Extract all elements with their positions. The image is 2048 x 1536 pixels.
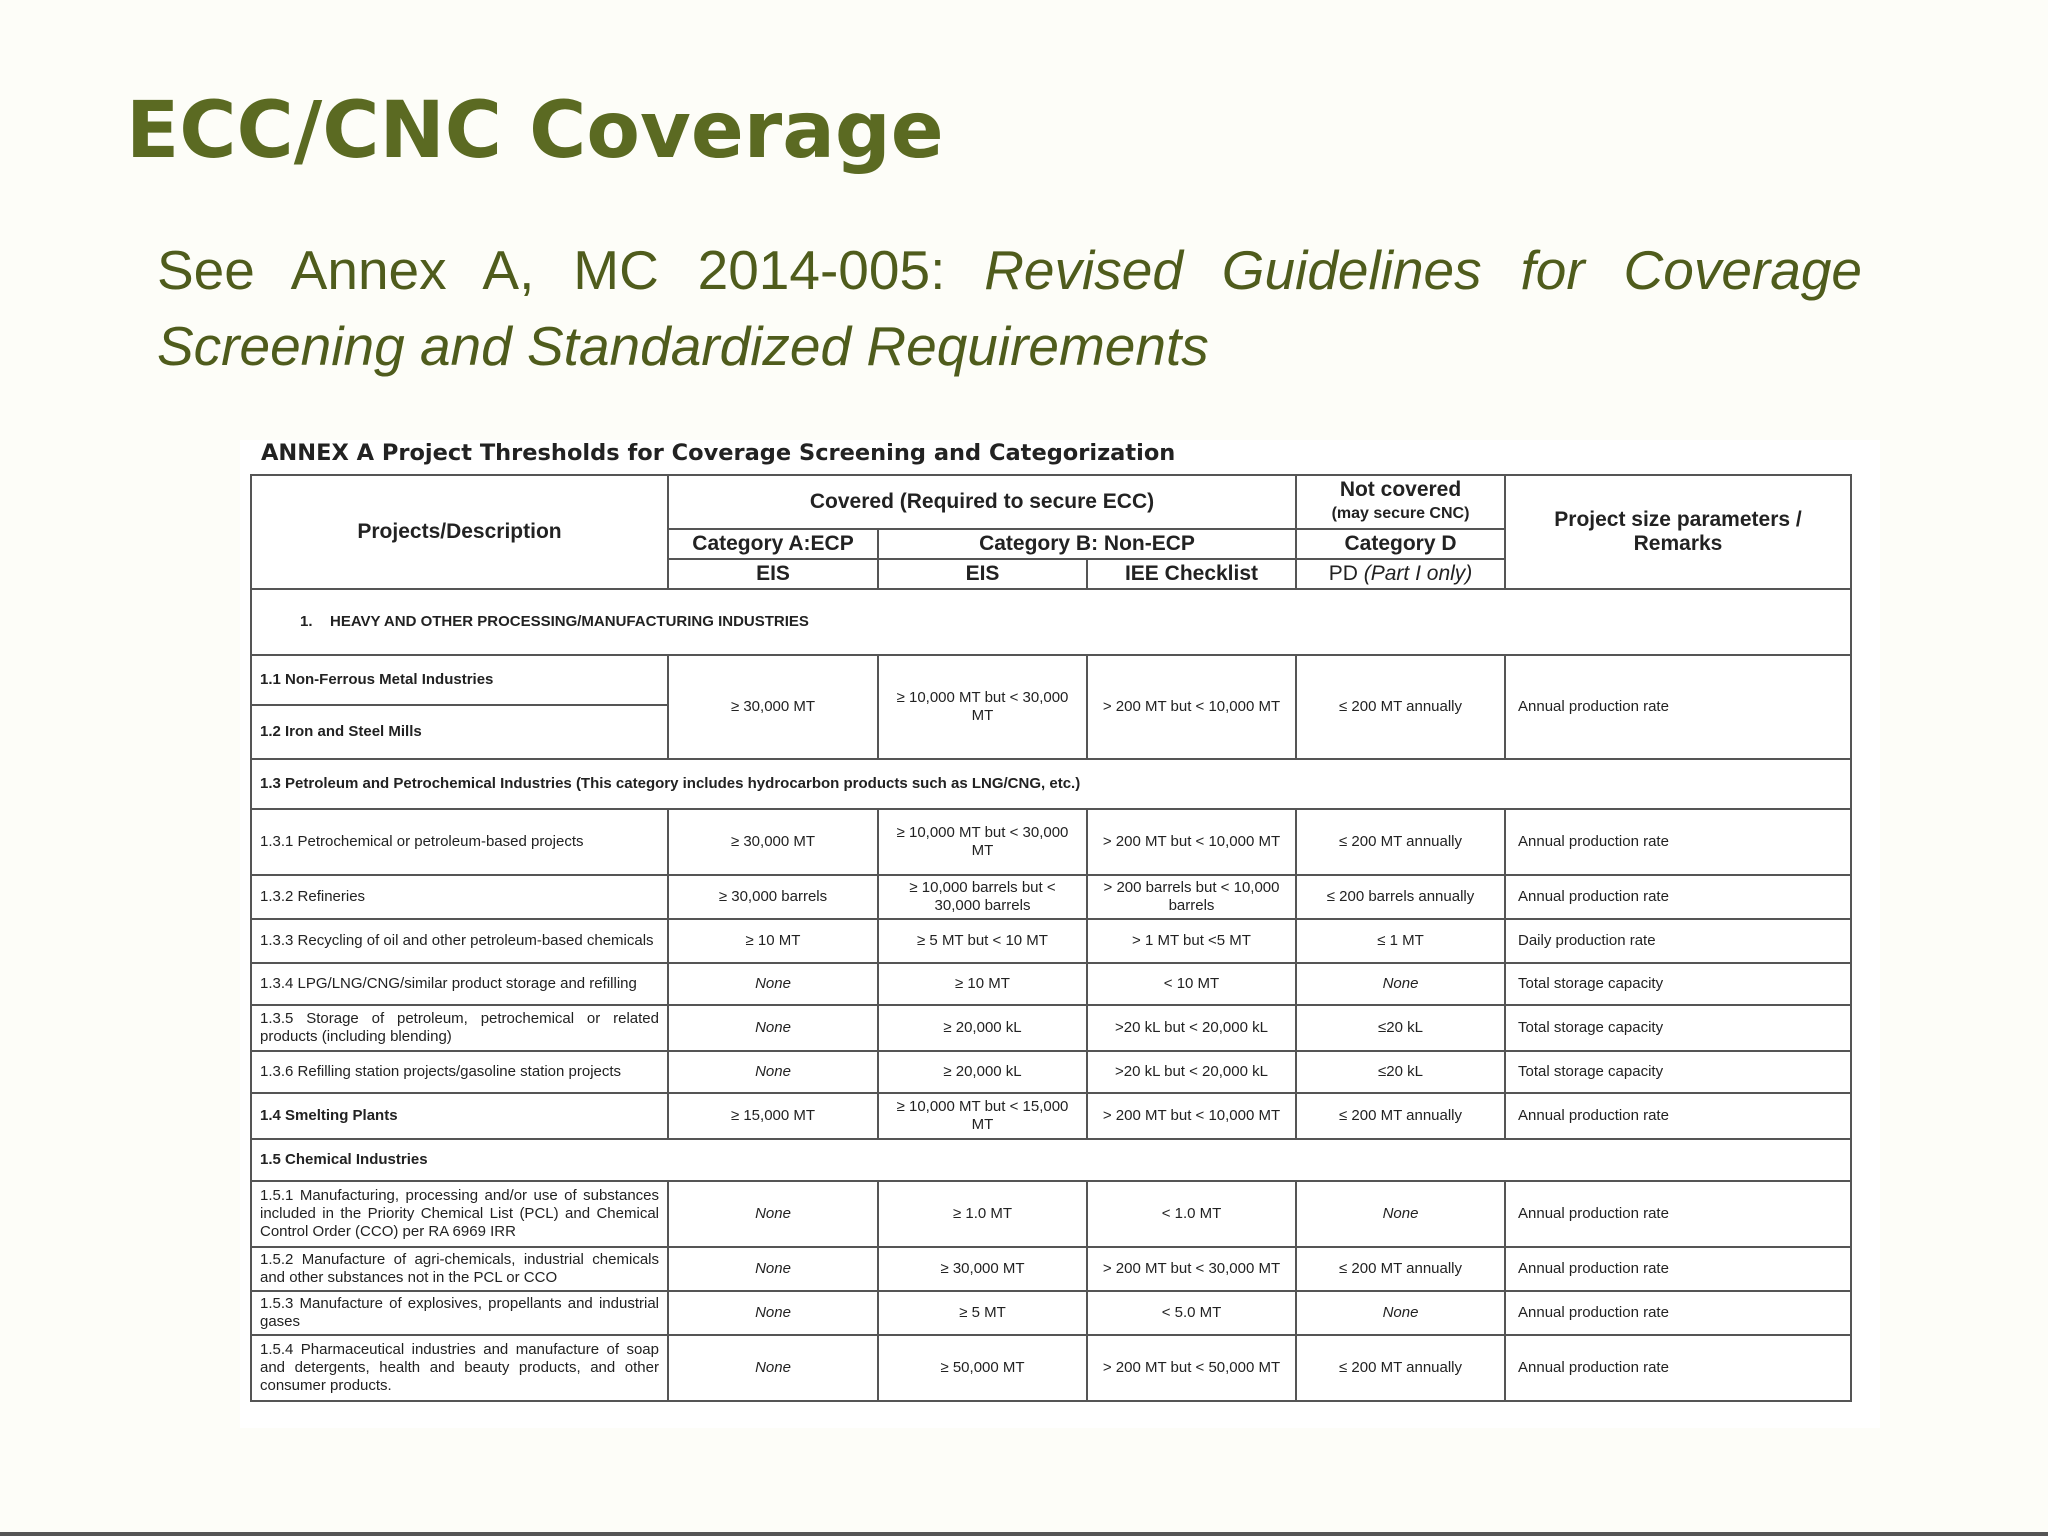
- cell-category-d: ≤ 200 MT annually: [1296, 1335, 1505, 1401]
- cell-remarks: Annual production rate: [1505, 1247, 1851, 1291]
- cell-category-a: ≥ 30,000 MT: [668, 809, 878, 875]
- cell-remarks: Annual production rate: [1505, 1291, 1851, 1335]
- cell-category-a: ≥ 15,000 MT: [668, 1093, 878, 1139]
- table-row: [251, 1093, 1851, 1139]
- row-description: 1.3.4 LPG/LNG/CNG/similar product storage and refilling: [251, 963, 668, 1005]
- cell-category-a: None: [668, 1335, 878, 1401]
- header-iee-checklist: IEE Checklist: [1087, 559, 1296, 589]
- cell-iee: < 5.0 MT: [1087, 1291, 1296, 1335]
- cell-category-d: ≤20 kL: [1296, 1005, 1505, 1051]
- subtitle-reference: See Annex A, MC 2014-005:: [157, 239, 985, 301]
- row-description: 1.3.1 Petrochemical or petroleum-based projects: [251, 809, 668, 875]
- cell-eis: ≥ 5 MT but < 10 MT: [878, 919, 1087, 963]
- cell-category-a: None: [668, 1005, 878, 1051]
- cell-iee: > 200 MT but < 30,000 MT: [1087, 1247, 1296, 1291]
- row-description: 1.3.3 Recycling of oil and other petroleum-based chemicals: [251, 919, 668, 963]
- row-description: 1.3.6 Refilling station projects/gasoline station projects: [251, 1051, 668, 1093]
- annex-title: ANNEX A Project Thresholds for Coverage Screening and Categorization: [261, 440, 1176, 466]
- cell-iee: >20 kL but < 20,000 kL: [1087, 1005, 1296, 1051]
- cell-eis: ≥ 20,000 kL: [878, 1051, 1087, 1093]
- cell-iee: >20 kL but < 20,000 kL: [1087, 1051, 1296, 1093]
- cell-iee: > 200 MT but < 10,000 MT: [1087, 809, 1296, 875]
- cell-remarks: Annual production rate: [1505, 1181, 1851, 1247]
- row-description: 1.3.2 Refineries: [251, 875, 668, 919]
- header-category-b: Category B: Non-ECP: [878, 529, 1296, 559]
- cell-category-d: ≤20 kL: [1296, 1051, 1505, 1093]
- table-row: [251, 1005, 1851, 1051]
- cell-remarks: Annual production rate: [1505, 1335, 1851, 1401]
- cell-iee: > 200 MT but < 50,000 MT: [1087, 1335, 1296, 1401]
- row-description: 1.4 Smelting Plants: [251, 1093, 668, 1139]
- section-row: [251, 589, 1851, 655]
- cell-eis: ≥ 10,000 barrels but < 30,000 barrels: [878, 875, 1087, 919]
- cell-eis: ≥ 10,000 MT but < 30,000 MT: [878, 809, 1087, 875]
- table-row: [251, 963, 1851, 1005]
- header-category-a: Category A:ECP: [668, 529, 878, 559]
- table-row: [251, 809, 1851, 875]
- section-heading: [251, 589, 1851, 655]
- slide-bottom-divider: [0, 1532, 2048, 1536]
- cell-category-a: ≥ 30,000 MT: [668, 655, 878, 759]
- slide-title: ECC/CNC Coverage: [126, 86, 944, 176]
- cell-category-a: None: [668, 1181, 878, 1247]
- cell-remarks: Annual production rate: [1505, 1093, 1851, 1139]
- header-pd-note: (Part I only): [1363, 562, 1473, 585]
- annex-image: [240, 440, 1880, 1428]
- cell-category-a: None: [668, 1247, 878, 1291]
- header-row-1: [251, 475, 1851, 529]
- cell-category-d: None: [1296, 1291, 1505, 1335]
- slide-subtitle: [157, 232, 1862, 384]
- cell-category-a: None: [668, 963, 878, 1005]
- table-row: [251, 1181, 1851, 1247]
- cell-category-a: None: [668, 1051, 878, 1093]
- annex-table: [250, 474, 1852, 1402]
- cell-iee: > 200 MT but < 10,000 MT: [1087, 655, 1296, 759]
- cell-iee: < 10 MT: [1087, 963, 1296, 1005]
- table-row: [251, 1247, 1851, 1291]
- cell-remarks: Total storage capacity: [1505, 1051, 1851, 1093]
- cell-category-a: None: [668, 1291, 878, 1335]
- cell-remarks: Annual production rate: [1505, 875, 1851, 919]
- subsection-heading: 1.3 Petroleum and Petrochemical Industries (This category includes hydrocarbon products such as LNG/CNG, etc.): [251, 759, 1851, 809]
- cell-eis: ≥ 10,000 MT but < 15,000 MT: [878, 1093, 1087, 1139]
- header-pd-label: PD: [1328, 562, 1358, 585]
- cell-category-d: ≤ 200 MT annually: [1296, 809, 1505, 875]
- subtitle-document-title: Revised Guidelines for Coverage Screening and Standardized Requirements: [157, 239, 1862, 377]
- cell-eis: ≥ 1.0 MT: [878, 1181, 1087, 1247]
- row-description: 1.3.5 Storage of petroleum, petrochemical or related products (including blending): [251, 1005, 668, 1051]
- cell-category-a: ≥ 10 MT: [668, 919, 878, 963]
- cell-category-d: ≤ 1 MT: [1296, 919, 1505, 963]
- section-label: HEAVY AND OTHER PROCESSING/MANUFACTURING INDUSTRIES: [330, 613, 809, 630]
- cell-eis: ≥ 30,000 MT: [878, 1247, 1087, 1291]
- row-description: [251, 655, 668, 759]
- row-description: 1.5.4 Pharmaceutical industries and manufacture of soap and detergents, health and beauty products, and other consumer products.: [251, 1335, 668, 1401]
- cell-iee: > 1 MT but <5 MT: [1087, 919, 1296, 963]
- table-row: [251, 919, 1851, 963]
- table-row: [251, 1335, 1851, 1401]
- cell-remarks: Total storage capacity: [1505, 1005, 1851, 1051]
- table-row: [251, 875, 1851, 919]
- cell-iee: > 200 MT but < 10,000 MT: [1087, 1093, 1296, 1139]
- table-row: [251, 1291, 1851, 1335]
- header-pd: [1296, 559, 1505, 589]
- header-projects: Projects/Description: [251, 475, 668, 589]
- cell-eis: ≥ 20,000 kL: [878, 1005, 1087, 1051]
- subsection-row: [251, 759, 1851, 809]
- cell-category-d: ≤ 200 MT annually: [1296, 655, 1505, 759]
- cell-remarks: Annual production rate: [1505, 655, 1851, 759]
- cell-category-d: ≤ 200 MT annually: [1296, 1247, 1505, 1291]
- subsection-row: [251, 1139, 1851, 1181]
- cell-category-d: ≤ 200 barrels annually: [1296, 875, 1505, 919]
- cell-remarks: Daily production rate: [1505, 919, 1851, 963]
- row-description-1-2: 1.2 Iron and Steel Mills: [260, 723, 422, 740]
- cell-category-d: None: [1296, 1181, 1505, 1247]
- header-category-d: Category D: [1296, 529, 1505, 559]
- cell-eis: ≥ 10 MT: [878, 963, 1087, 1005]
- subsection-heading: 1.5 Chemical Industries: [251, 1139, 1851, 1181]
- cell-eis: ≥ 50,000 MT: [878, 1335, 1087, 1401]
- cell-eis: ≥ 5 MT: [878, 1291, 1087, 1335]
- table-row: [251, 655, 1851, 759]
- row-description: 1.5.2 Manufacture of agri-chemicals, industrial chemicals and other substances not in the PCL or CCO: [251, 1247, 668, 1291]
- cell-iee: < 1.0 MT: [1087, 1181, 1296, 1247]
- cell-eis: ≥ 10,000 MT but < 30,000 MT: [878, 655, 1087, 759]
- cell-category-d: None: [1296, 963, 1505, 1005]
- header-not-covered: [1296, 475, 1505, 529]
- header-not-covered-label: Not covered: [1339, 478, 1462, 501]
- section-number: 1.: [300, 613, 313, 630]
- cell-category-a: ≥ 30,000 barrels: [668, 875, 878, 919]
- cell-remarks: Total storage capacity: [1505, 963, 1851, 1005]
- row-description: 1.5.3 Manufacture of explosives, propellants and industrial gases: [251, 1291, 668, 1335]
- cell-remarks: Annual production rate: [1505, 809, 1851, 875]
- cell-iee: > 200 barrels but < 10,000 barrels: [1087, 875, 1296, 919]
- header-not-covered-note: (may secure CNC): [1331, 505, 1470, 522]
- row-description: 1.5.1 Manufacturing, processing and/or use of substances included in the Priority Chemical List (PCL) and Chemical Control Order (CCO) per RA 6969 IRR: [251, 1181, 668, 1247]
- cell-category-d: ≤ 200 MT annually: [1296, 1093, 1505, 1139]
- header-eis-b: EIS: [878, 559, 1087, 589]
- header-eis-a: EIS: [668, 559, 878, 589]
- table-row: [251, 1051, 1851, 1093]
- header-covered: Covered (Required to secure ECC): [668, 475, 1296, 529]
- header-remarks: Project size parameters / Remarks: [1505, 475, 1851, 589]
- row-description-1-1: 1.1 Non-Ferrous Metal Industries: [252, 656, 667, 706]
